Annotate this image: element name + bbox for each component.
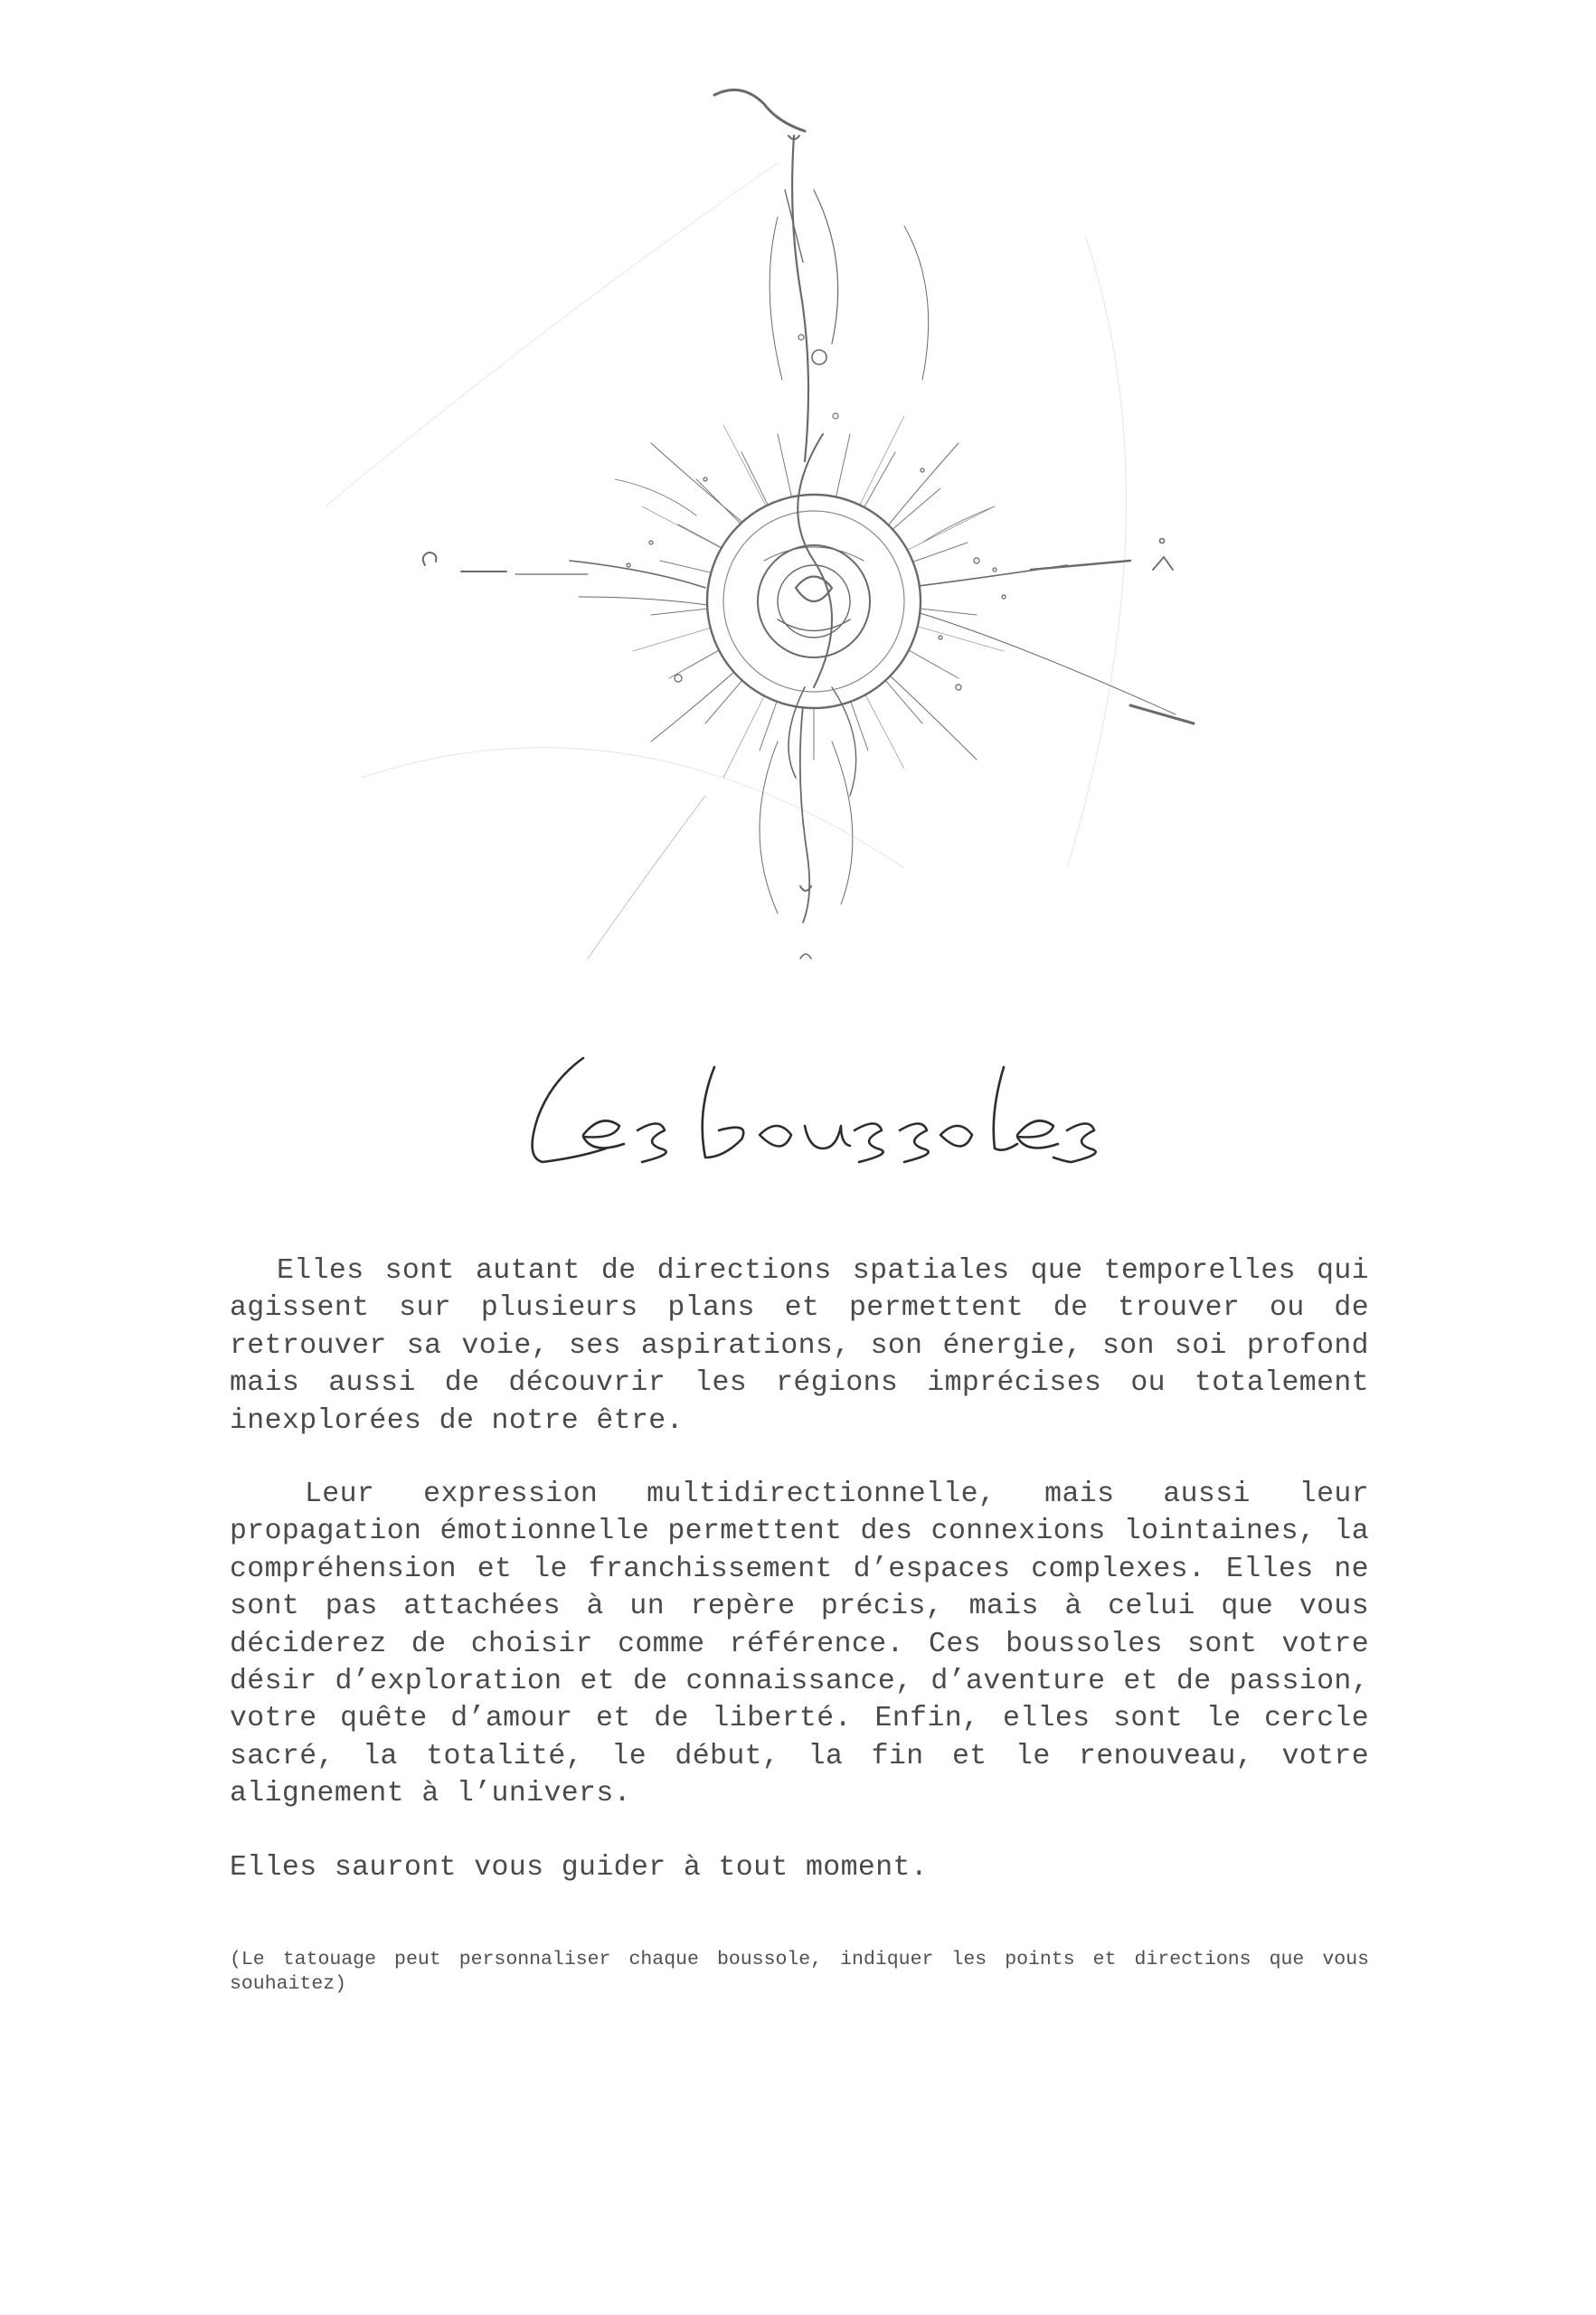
paragraph-3: Elles sauront vous guider à tout moment. xyxy=(230,1852,929,1884)
paragraph-1: Elles sont autant de directions spatiales que temporelles qui agissent sur plusieurs plans et permettent de trouver ou de retrouver sa voie, ses aspirations, son énergie, son soi profond mais aussi de découvrir les régions imprécises ou totalement inexplorées de notre être. xyxy=(230,1255,1369,1437)
footnote: (Le tatouage peut personnaliser chaque boussole, indiquer les points et directions que vous souhaitez) xyxy=(230,1949,1369,1995)
title-signature xyxy=(497,1031,1130,1194)
compass-sketch-icon xyxy=(271,54,1320,1049)
paragraph-2: Leur expression multidirectionnelle, mais aussi leur propagation émotionnelle permettent des connexions lointaines, la compréhension et le franchissement d’espaces complexes. Elles ne sont pas attachées à un repère précis, mais à celui que vous déciderez de choisir comme référence. Ces boussoles sont votre désir d’exploration et de connaissance, d’aventure et de passion, votre quête d’amour et de liberté. Enfin, elles sont le cercle sacré, la totalité, le début, la fin et le renouveau, votre alignement à l’univers. xyxy=(230,1479,1369,1810)
